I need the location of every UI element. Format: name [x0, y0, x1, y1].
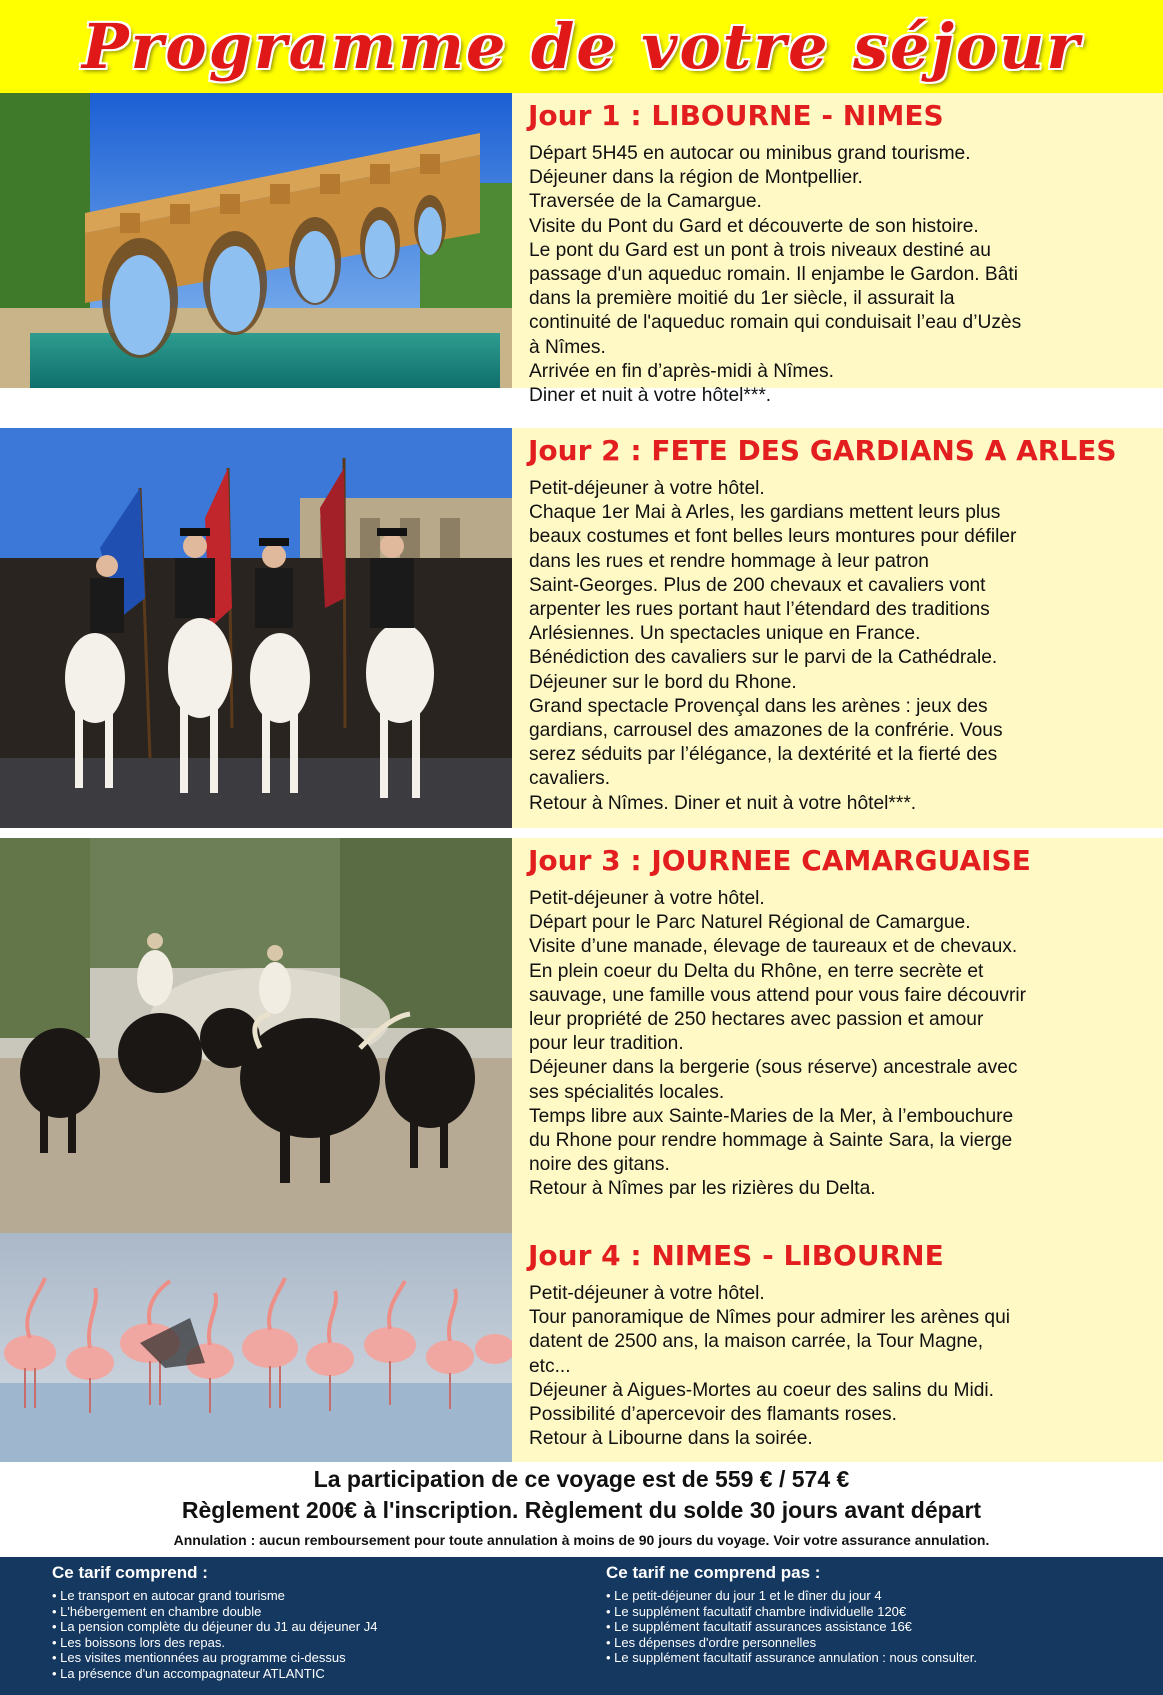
desc-line: Petit-déjeuner à votre hôtel.	[529, 1283, 765, 1304]
desc-line: datent de 2500 ans, la maison carrée, la Tour Magne,	[529, 1331, 984, 1353]
day-2-title: Jour 2 : FETE DES GARDIANS A ARLES	[528, 434, 1117, 467]
includes-item: • Les boissons lors des repas.	[52, 1635, 592, 1651]
desc-line: sauvage, une famille vous attend pour vous faire découvrir	[529, 984, 1027, 1006]
day-1-photo	[0, 93, 512, 388]
desc-line: Visite du Pont du Gard et découverte de son histoire.	[529, 215, 979, 237]
day-3-text	[524, 838, 1151, 1202]
desc-line: noire des gitans.	[529, 1154, 670, 1176]
includes-title: Ce tarif comprend :	[52, 1563, 208, 1582]
desc-line: Arlésiennes. Un spectacles unique en France.	[529, 623, 921, 645]
desc-line: Le pont du Gard est un pont à trois niveaux destiné au	[529, 239, 991, 261]
desc-line: Petit-déjeuner à votre hôtel.	[529, 478, 765, 499]
includes-item: • La présence d'un accompagnateur ATLANTIC	[52, 1666, 592, 1682]
desc-line: Possibilité d’apercevoir des flamants roses.	[529, 1404, 897, 1426]
desc-line: dans la première moitié du 1er siècle, il assurait la	[529, 288, 955, 310]
day-4-title: Jour 4 : NIMES - LIBOURNE	[528, 1239, 944, 1272]
excludes-item: • Le supplément facultatif chambre individuelle 120€	[606, 1604, 1146, 1620]
desc-line: passage d'un aqueduc romain. Il enjambe le Gardon. Bâti	[529, 264, 1018, 286]
day-3-section	[0, 838, 1163, 1233]
day-3-title: Jour 3 : JOURNEE CAMARGUAISE	[528, 844, 1031, 877]
desc-line: Déjeuner dans la bergerie (sous réserve) ancestrale avec	[529, 1057, 1018, 1079]
desc-line: Départ 5H45 en autocar ou minibus grand tourisme.	[529, 143, 971, 164]
desc-line: gardians, carrousel des amazones de la confrérie. Vous	[529, 720, 1003, 742]
desc-line: Bénédiction des cavaliers sur le parvi de la Cathédrale.	[529, 647, 998, 669]
page-header	[0, 0, 1163, 93]
excludes-column	[606, 1563, 1146, 1666]
day-2-photo	[0, 428, 512, 828]
includes-item: • Les visites mentionnées au programme ci-dessus	[52, 1650, 592, 1666]
desc-line: ses spécialités locales.	[529, 1081, 725, 1103]
desc-line: Déjeuner à Aigues-Mortes au coeur des salins du Midi.	[529, 1379, 995, 1401]
includes-column	[52, 1563, 592, 1682]
day-2-text	[524, 428, 1151, 816]
pricing-section	[0, 1462, 1163, 1556]
day-4-description	[524, 1282, 1151, 1451]
desc-line: Retour à Nîmes. Diner et nuit à votre hôtel***.	[529, 792, 917, 814]
page-title: Programme de votre séjour	[81, 10, 1082, 83]
desc-line: pour leur tradition.	[529, 1033, 684, 1055]
desc-line: continuité de l'aqueduc romain qui conduisait l’eau d’Uzès	[529, 312, 1022, 334]
desc-line: Grand spectacle Provençal dans les arènes : jeux des	[529, 695, 988, 717]
excludes-item: • Le supplément facultatif assurances assistance 16€	[606, 1619, 1146, 1635]
desc-line: Arrivée en fin d’après-midi à Nîmes.	[529, 360, 834, 382]
desc-line: leur propriété de 250 hectares avec passion et amour	[529, 1009, 984, 1031]
includes-item: • La pension complète du déjeuner du J1 au déjeuner J4	[52, 1619, 592, 1635]
day-4-section	[0, 1233, 1163, 1462]
day-3-description	[524, 887, 1151, 1202]
desc-line: serez séduits par l’élégance, la dextérité et la fierté des	[529, 744, 998, 766]
day-1-title: Jour 1 : LIBOURNE - NIMES	[528, 99, 944, 132]
desc-line: Déjeuner dans la région de Montpellier.	[529, 167, 863, 189]
desc-line: Déjeuner sur le bord du Rhone.	[529, 671, 797, 693]
desc-line: à Nîmes.	[529, 336, 606, 358]
price-line: La participation de ce voyage est de 559 € / 574 €	[313, 1466, 850, 1492]
desc-line: Traversée de la Camargue.	[529, 191, 762, 213]
desc-line: cavaliers.	[529, 768, 611, 790]
day-1-description	[524, 142, 1151, 408]
desc-line: Saint-Georges. Plus de 200 chevaux et cavaliers vont	[529, 574, 986, 596]
cancellation-note: Annulation : aucun remboursement pour toute annulation à moins de 90 jours du voyage. Voir votre assurance annulation.	[173, 1532, 990, 1548]
excludes-item: • Le petit-déjeuner du jour 1 et le dîner du jour 4	[606, 1588, 1146, 1604]
day-4-text	[524, 1233, 1151, 1451]
day-1-text	[524, 93, 1151, 408]
desc-line: Chaque 1er Mai à Arles, les gardians mettent leurs plus	[529, 502, 1001, 524]
excludes-title: Ce tarif ne comprend pas :	[606, 1563, 821, 1582]
desc-line: Petit-déjeuner à votre hôtel.	[529, 888, 765, 909]
desc-line: dans les rues et rendre hommage à leur patron	[529, 550, 929, 572]
excludes-item: • Le supplément facultatif assurance annulation : nous consulter.	[606, 1650, 1146, 1666]
day-2-description	[524, 477, 1151, 816]
excludes-item: • Les dépenses d'ordre personnelles	[606, 1635, 1146, 1651]
includes-item: • Le transport en autocar grand tourisme	[52, 1588, 592, 1604]
day-4-photo	[0, 1233, 512, 1462]
desc-line: arpenter les rues portant haut l’étendard des traditions	[529, 599, 990, 621]
desc-line: beaux costumes et font belles leurs montures pour défiler	[529, 526, 1017, 548]
tariff-footer	[0, 1557, 1163, 1695]
desc-line: Visite d’une manade, élevage de taureaux et de chevaux.	[529, 936, 1018, 958]
desc-line: En plein coeur du Delta du Rhône, en terre secrète et	[529, 960, 984, 982]
desc-line: Retour à Nîmes par les rizières du Delta.	[529, 1178, 876, 1200]
desc-line: Diner et nuit à votre hôtel***.	[529, 385, 772, 407]
day-1-section	[0, 93, 1163, 407]
day-3-photo	[0, 838, 512, 1233]
desc-line: Tour panoramique de Nîmes pour admirer les arènes qui	[529, 1307, 1010, 1329]
includes-item: • L'hébergement en chambre double	[52, 1604, 592, 1620]
day-2-section	[0, 428, 1163, 828]
desc-line: etc...	[529, 1355, 571, 1377]
desc-line: Temps libre aux Sainte-Maries de la Mer, à l’embouchure	[529, 1105, 1014, 1127]
payment-line: Règlement 200€ à l'inscription. Règlement du solde 30 jours avant départ	[181, 1497, 982, 1523]
desc-line: Départ pour le Parc Naturel Régional de Camargue.	[529, 912, 971, 934]
desc-line: du Rhone pour rendre hommage à Sainte Sara, la vierge	[529, 1130, 1013, 1152]
desc-line: Retour à Libourne dans la soirée.	[529, 1428, 813, 1450]
